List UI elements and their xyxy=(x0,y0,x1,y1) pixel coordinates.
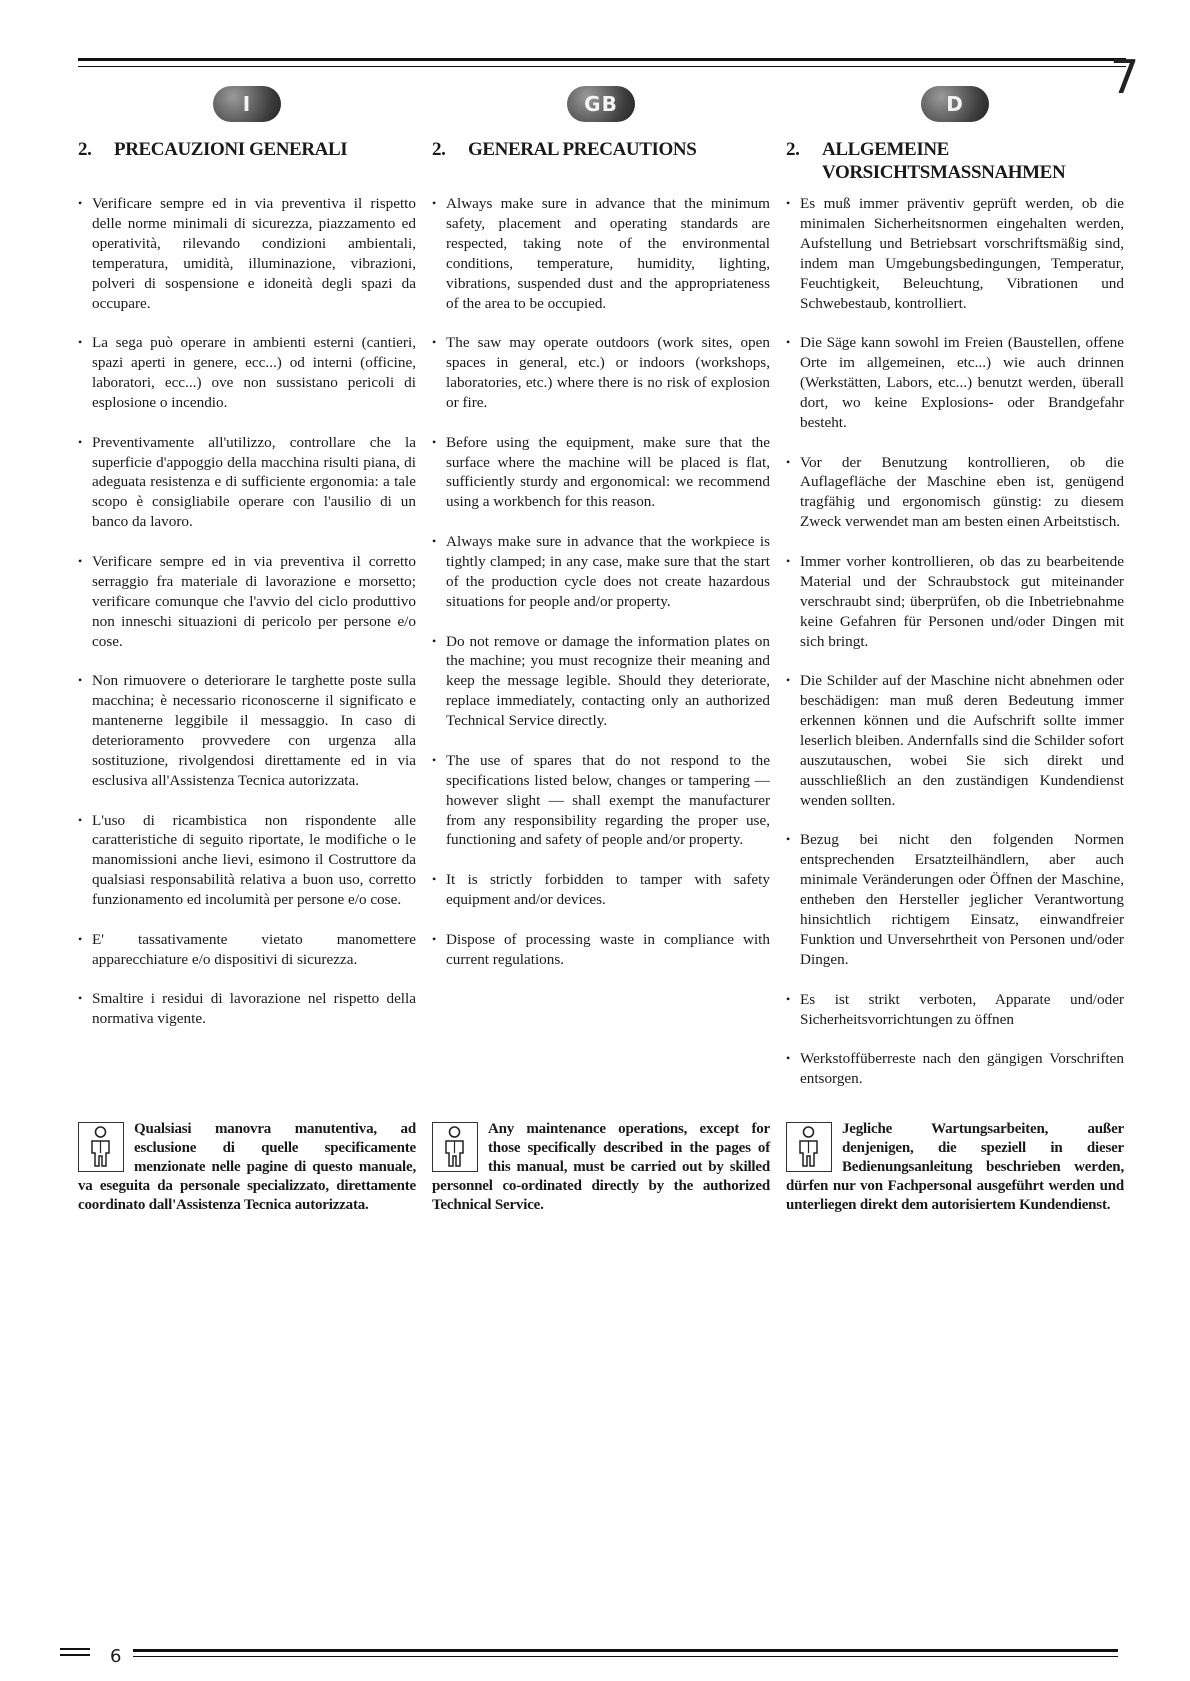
technician-icon xyxy=(78,1122,124,1172)
column-english xyxy=(432,86,770,989)
section-number: 2. xyxy=(432,139,446,160)
list-item: • Die Schilder auf der Maschine nicht abnehmen oder beschädigen: man muß deren Bedeutung immer erkennen können und die Aufschrift sollte immer leserlich bleiben. Andernfalls sind die Schilder sofort auszutauschen, wobei Sie sich direkt und ausschließlich an den zuständigen Kundendienst wenden sollten. xyxy=(786,671,1124,810)
page-number: 6 xyxy=(110,1646,122,1667)
list-item: • The use of spares that do not respond to the specifications listed below, changes or tampering — however slight — shall exempt the manufacturer from any responsibility regarding the proper use, functioning and safety of people and/or property. xyxy=(432,751,770,851)
handwritten-page-mark: 7 xyxy=(1110,50,1140,104)
top-rule xyxy=(78,58,1126,61)
list-item: • Werkstoffüberreste nach den gängigen Vorschriften entsorgen. xyxy=(786,1049,1124,1089)
maintenance-note-text: Qualsiasi manovra manutentiva, ad esclusione di quelle specificamente menzionate nelle pagine di questo manuale, va eseguita da personale specializzato, direttamente coordinato dall'Assistenza Tecnica autorizzata. xyxy=(78,1121,416,1213)
list-item: • It is strictly forbidden to tamper with safety equipment and/or devices. xyxy=(432,870,770,910)
list-item: • Es ist strikt verboten, Apparate und/oder Sicherheitsvorrichtungen zu öffnen xyxy=(786,990,1124,1030)
list-item: • The saw may operate outdoors (work sites, open spaces in general, etc.) or indoors (workshops, laboratories, etc.) where there is no risk of explosion or fire. xyxy=(432,333,770,413)
list-item: • Immer vorher kontrollieren, ob das zu bearbeitende Material und der Schraubstock gut miteinander verschraubt sind; überprüfen, ob die Inbetriebnahme keine Gefahren für Personen und/oder Dingen mit sich bringt. xyxy=(786,552,1124,652)
section-number: 2. xyxy=(786,139,800,160)
list-item: • L'uso di ricambistica non rispondente alle caratteristiche di seguito riportate, le modifiche o le manomissioni anche lievi, esimono il Costruttore da qualsiasi responsabilità relativa a buon uso, corretto funzionamento ed incolumità per persone e/o cose. xyxy=(78,811,416,911)
precautions-list-english xyxy=(432,194,770,970)
maintenance-note-italian xyxy=(78,1120,416,1215)
maintenance-note-english xyxy=(432,1120,770,1215)
column-italian xyxy=(78,86,416,1049)
technician-icon xyxy=(432,1122,478,1172)
list-item: • Do not remove or damage the information plates on the machine; you must recognize their meaning and keep the message legible. Should they deteriorate, replace immediately, contacting only an authorized Technical Service directly. xyxy=(432,632,770,732)
technician-icon xyxy=(786,1122,832,1172)
section-heading-italian xyxy=(78,138,416,188)
list-item: • Non rimuovere o deteriorare le targhette poste sulla macchina; è necessario riconoscerne il significato e mantenerne leggibile il messaggio. In caso di deterioramento provvedere con urgenza alla sostituzione, rivolgendosi direttamente ed in via esclusiva all'Assistenza Tecnica autorizzata. xyxy=(78,671,416,790)
list-item: • Die Säge kann sowohl im Freien (Baustellen, offene Orte im allgemeinen, etc...) wie auch drinnen (Werkstätten, Labors, etc...) benutzt werden, überall dort, wo keine Explosions- oder Brandgefahr besteht. xyxy=(786,333,1124,433)
language-badge-german: D xyxy=(921,86,989,122)
footer-rule xyxy=(133,1649,1118,1652)
maintenance-note-text: Any maintenance operations, except for those specifically described in the pages of this manual, must be carried out by skilled personnel co-ordinated directly by the authorized Technical Service. xyxy=(432,1121,770,1213)
list-item: • Always make sure in advance that the workpiece is tightly clamped; in any case, make sure that the start of the production cycle does not create hazardous situations for people and/or property. xyxy=(432,532,770,612)
footer-rule-left-lower xyxy=(60,1654,90,1656)
footer-rule-left xyxy=(60,1648,90,1650)
top-rule-thin xyxy=(78,66,1126,67)
maintenance-note-text: Jegliche Wartungsarbeiten, außer denjenigen, die speziell in dieser Bedienungsanleitung beschrieben werden, dürfen nur von Fachpersonal ausgeführt werden und unterliegen direkt dem autorisiertem Kundendienst. xyxy=(786,1121,1124,1213)
list-item: • Before using the equipment, make sure that the surface where the machine will be placed is flat, sufficiently sturdy and ergonomical: we recommend using a workbench for this reason. xyxy=(432,433,770,513)
list-item: • Preventivamente all'utilizzo, controllare che la superficie d'appoggio della macchina risulti piana, di adeguata resistenza e di sufficiente ergonomia: a tale scopo è consigliabile operare con l'ausilio di un banco da lavoro. xyxy=(78,433,416,533)
precautions-list-italian xyxy=(78,194,416,1029)
maintenance-note-german xyxy=(786,1120,1124,1215)
language-badge-english: GB xyxy=(567,86,635,122)
section-title: GENERAL PRECAUTIONS xyxy=(468,139,697,160)
list-item: • La sega può operare in ambienti esterni (cantieri, spazi aperti in genere, ecc...) od interni (officine, laboratori, ecc...) ove non sussistano pericoli di esplosione o incendio. xyxy=(78,333,416,413)
column-german xyxy=(786,86,1124,1109)
list-item: • Es muß immer präventiv geprüft werden, ob die minimalen Sicherheitsnormen eingehalten werden, Aufstellung und Betriebsart vorschriftsmäßig sind, indem man Umgebungsbedingungen, Temperatur, Feuchtigkeit, Beleuchtung, Vibrationen und Schwebestaub, kontrolliert. xyxy=(786,194,1124,313)
list-item: • Vor der Benutzung kontrollieren, ob die Auflagefläche der Maschine eben ist, genügend tragfähig und ergonomisch günstig: zu diesem Zweck verwendet man am besten einen Arbeitstisch. xyxy=(786,453,1124,533)
list-item: • E' tassativamente vietato manomettere apparecchiature e/o dispositivi di sicurezza. xyxy=(78,930,416,970)
list-item: • Bezug bei nicht den folgenden Normen entsprechenden Ersatzteilhändlern, aber auch minimale Veränderungen oder Öffnen der Maschine, entheben den Hersteller jeglicher Verantwortung hinsichtlich richtigem Einsatz, einwandfreier Funktion und Unversehrtheit von Personen und/oder Dingen. xyxy=(786,830,1124,969)
footer-rule-thin xyxy=(133,1656,1118,1657)
precautions-list-german xyxy=(786,194,1124,1089)
list-item: • Smaltire i residui di lavorazione nel rispetto della normativa vigente. xyxy=(78,989,416,1029)
language-badge-italian: I xyxy=(213,86,281,122)
list-item: • Always make sure in advance that the minimum safety, placement and operating standards are respected, taking note of the environmental conditions, temperature, humidity, lighting, vibrations, suspended dust and the appropriateness of the area to be occupied. xyxy=(432,194,770,313)
section-title: PRECAUZIONI GENERALI xyxy=(114,139,348,160)
section-heading-german xyxy=(786,138,1124,188)
list-item: • Verificare sempre ed in via preventiva il corretto serraggio fra materiale di lavorazione e morsetto; verificare comunque che l'avvio del ciclo produttivo non inneschi situazioni di pericolo per persone e/o cose. xyxy=(78,552,416,652)
section-heading-english xyxy=(432,138,770,188)
section-number: 2. xyxy=(78,139,92,160)
list-item: • Dispose of processing waste in compliance with current regulations. xyxy=(432,930,770,970)
section-title: ALLGEMEINE VORSICHTSMASSNAHMEN xyxy=(822,139,1066,183)
list-item: • Verificare sempre ed in via preventiva il rispetto delle norme minimali di sicurezza, piazzamento ed operatività, rilevando condizioni ambientali, temperatura, umidità, illuminazione, vibrazioni, polveri di sospensione e idoneità degli spazi da occupare. xyxy=(78,194,416,313)
